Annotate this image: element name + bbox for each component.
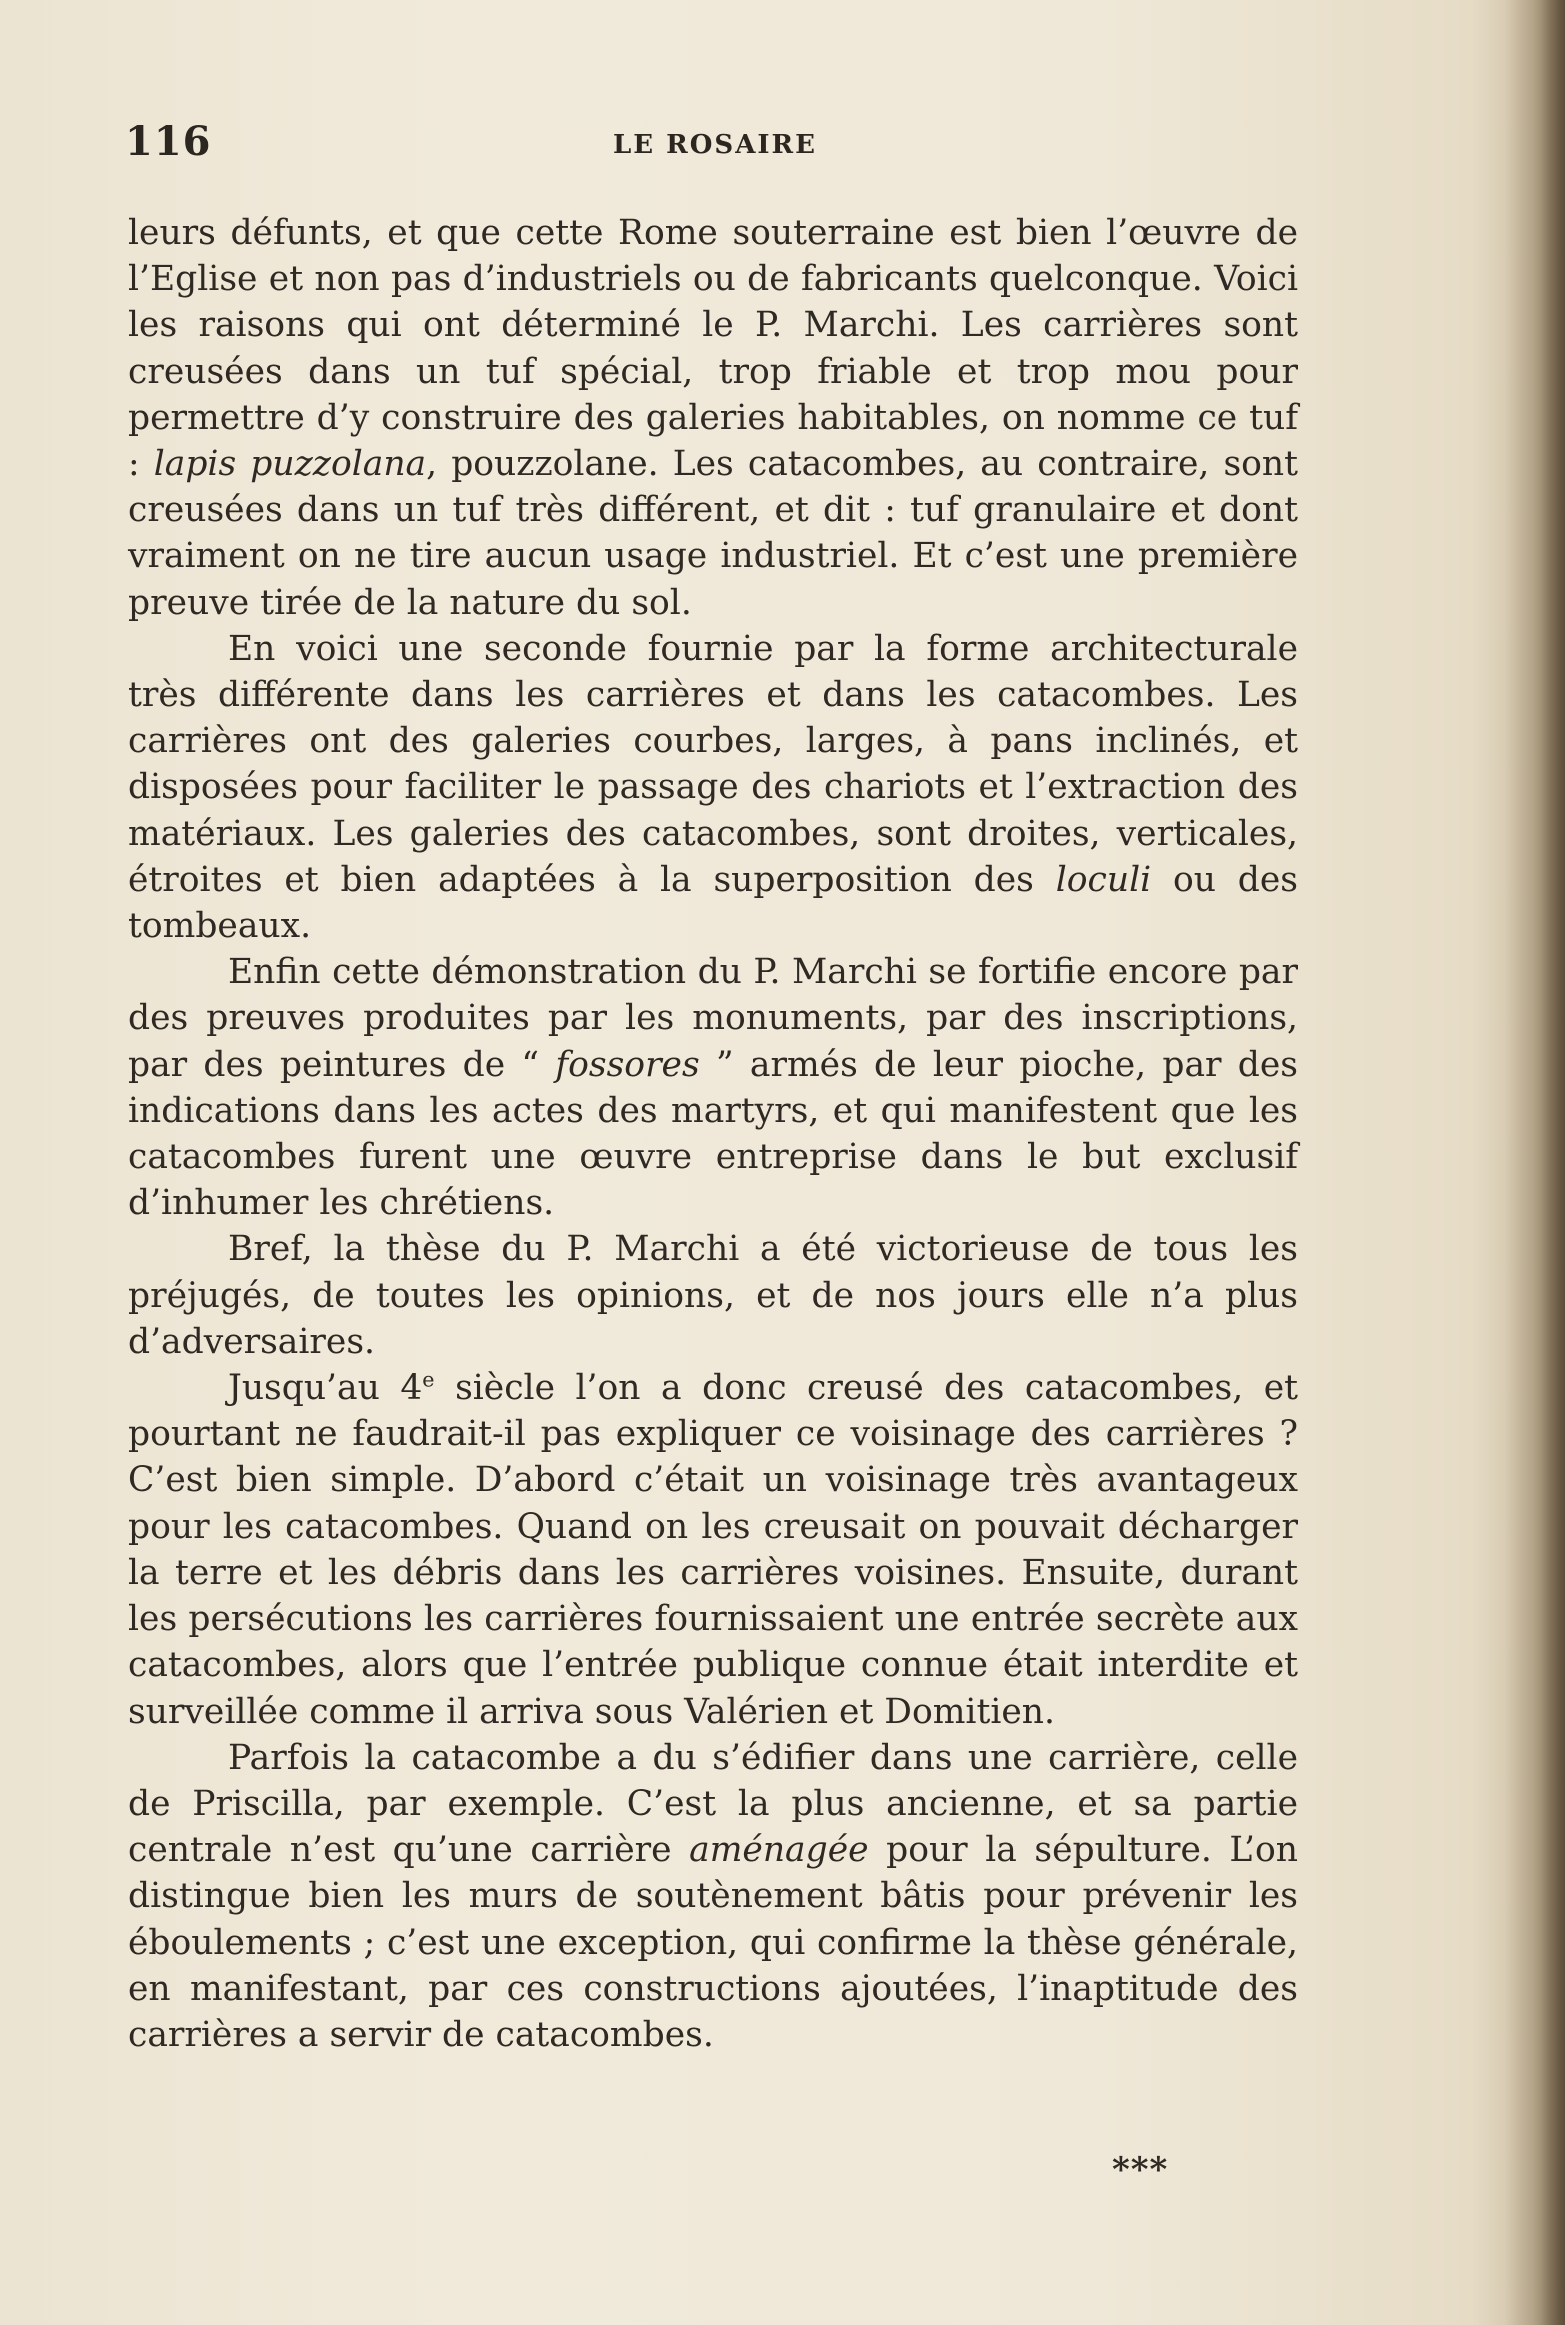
text-segment: , pouzzolane. Les catacombes, au contraire, sont creusées dans un tuf très différent, et dit : tuf granulaire et dont vraiment on ne tire aucun usage industriel. Et c’est une première preuve tirée de la nature du sol. (128, 444, 1299, 623)
text-segment: ou des tombeaux. (128, 859, 1298, 947)
text-segment: leurs défunts, et que cette Rome souterraine est bien l’œuvre de l’Eglise et non pas d’industriels ou de fabricants quelconque. Voici les raisons qui ont déterminé le P. Marchi. Les carrières sont creusées dans un tuf spécial, trop friable et trop mou pour permettre d’y construire des galeries habitables, on nomme ce tuf : (128, 213, 1298, 485)
paragraph (128, 1226, 1298, 1365)
paragraph (128, 626, 1298, 949)
superscript: e (422, 1367, 435, 1392)
text-segment: Enfin cette démonstration du P. Marchi se fortifie encore par des preuves produites par les monuments, par des inscriptions, par des peintures de “ (128, 952, 1298, 1085)
spine-shadow (1505, 0, 1565, 2325)
italic-term: lapis puzzolana (153, 444, 427, 485)
text-segment: ” armés de leur pioche, par des indications dans les actes des martyrs, et qui manifestent que les catacombes furent une œuvre entreprise dans le but exclusif d’inhumer les chrétiens. (128, 1044, 1298, 1224)
text-segment: Jusqu’au 4 (228, 1368, 423, 1409)
page-header (125, 118, 1305, 178)
text-segment: pour la sépulture. L’on distingue bien les murs de soutènement bâtis pour prévenir les éboulements ; c’est une exception, qui confirme la thèse générale, en manifestant, par ces constructions ajoutées, l’inaptitude des carrières a servir de catacombes. (128, 1830, 1298, 2055)
italic-term: aménagée (689, 1830, 869, 1871)
italic-term: fossores (555, 1044, 700, 1085)
italic-term: loculi (1055, 859, 1152, 900)
paragraph (128, 1365, 1298, 1735)
page-number: 116 (125, 118, 212, 165)
body-text (128, 210, 1298, 2058)
text-segment: Bref, la thèse du P. Marchi a été victorieuse de tous les préjugés, de toutes les opinions, et de nos jours elle n’a plus d’adversaires. (128, 1229, 1298, 1362)
text-segment: siècle l’on a donc creusé des catacombes, et pourtant ne faudrait-il pas expliquer ce voisinage des carrières ? C’est bien simple. D’abord c’était un voisinage très avantageux pour les catacombes. Quand on les creusait on pouvait décharger la terre et les débris dans les carrières voisines. Ensuite, durant les persécutions les carrières fournissaient une entrée secrète aux catacombes, alors que l’entrée publique connue était interdite et surveillée comme il arriva sous Valérien et Domitien. (128, 1368, 1298, 1732)
running-title: LE ROSAIRE (613, 130, 817, 160)
text-segment: En voici une seconde fournie par la forme architecturale très différente dans les carrières et dans les catacombes. Les carrières ont des galeries courbes, larges, à pans inclinés, et disposées pour faciliter le passage des chariots et l’extraction des matériaux. Les galeries des catacombes, sont droites, verticales, étroites et bien adaptées à la superposition des (128, 628, 1298, 900)
paragraph (128, 949, 1298, 1226)
paragraph (128, 210, 1298, 626)
text-segment: Parfois la catacombe a du s’édifier dans une carrière, celle de Priscilla, par exemple. C’est la plus ancienne, et sa partie centrale n’est qu’une carrière (128, 1737, 1298, 1871)
asterism-separator: *** (1112, 2150, 1169, 2190)
paragraph (128, 1735, 1298, 2058)
